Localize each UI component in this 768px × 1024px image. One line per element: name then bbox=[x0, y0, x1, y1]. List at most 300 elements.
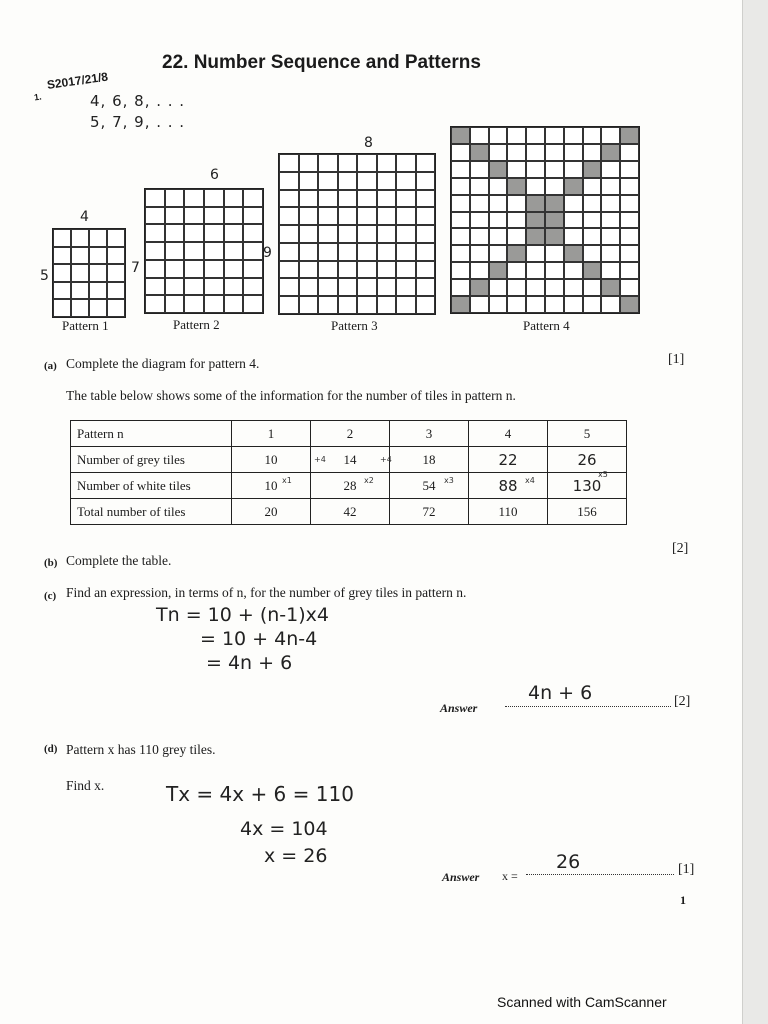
grid-tile bbox=[620, 178, 639, 195]
pattern-3-height-note: 9 bbox=[263, 245, 272, 261]
grid-tile bbox=[620, 144, 639, 161]
grid-tile bbox=[470, 195, 489, 212]
grid-tile bbox=[489, 262, 508, 279]
grid-tile bbox=[583, 262, 602, 279]
grid-tile bbox=[299, 207, 319, 225]
grid-tile bbox=[396, 207, 416, 225]
grid-tile bbox=[338, 154, 358, 172]
pattern-4-caption: Pattern 4 bbox=[523, 318, 570, 333]
grid-tile bbox=[545, 127, 564, 144]
grid-tile bbox=[545, 296, 564, 313]
grid-tile bbox=[526, 212, 545, 229]
grid-tile bbox=[224, 295, 244, 313]
pattern-3-width-note: 8 bbox=[364, 135, 373, 151]
grid-tile bbox=[318, 207, 338, 225]
table-cell: Total number of tiles bbox=[71, 499, 232, 525]
grid-tile bbox=[299, 190, 319, 208]
grid-tile bbox=[451, 279, 470, 296]
grid-tile bbox=[318, 225, 338, 243]
grid-tile bbox=[71, 229, 89, 247]
table-cell: 10 bbox=[232, 447, 311, 473]
grid-tile bbox=[243, 207, 263, 225]
grid-tile bbox=[470, 228, 489, 245]
grid-tile bbox=[507, 279, 526, 296]
grid-tile bbox=[377, 278, 397, 296]
part-c-answer-line bbox=[505, 706, 671, 707]
table-cell-handwritten: 88 bbox=[469, 473, 548, 499]
part-d-subtext: Find x. bbox=[66, 778, 105, 793]
grid-tile bbox=[507, 212, 526, 229]
grid-tile bbox=[489, 228, 508, 245]
grid-tile bbox=[396, 190, 416, 208]
part-c-answer-label: Answer bbox=[440, 701, 478, 715]
grid-tile bbox=[507, 144, 526, 161]
grid-tile bbox=[451, 228, 470, 245]
table-row bbox=[71, 499, 627, 525]
grid-tile bbox=[489, 178, 508, 195]
grid-tile bbox=[243, 260, 263, 278]
grid-tile bbox=[71, 282, 89, 300]
grid-tile bbox=[357, 172, 377, 190]
grid-tile bbox=[489, 212, 508, 229]
table-cell: 18 bbox=[390, 447, 469, 473]
table-intro: The table below shows some of the information for the number of tiles in pattern n. bbox=[66, 388, 516, 403]
grid-tile bbox=[601, 178, 620, 195]
grid-tile bbox=[377, 225, 397, 243]
grid-tile bbox=[564, 127, 583, 144]
grid-tile bbox=[318, 172, 338, 190]
grid-tile bbox=[601, 212, 620, 229]
table-header-cell: 5 bbox=[548, 421, 627, 447]
grid-tile bbox=[318, 278, 338, 296]
part-d-working-line: 4x = 104 bbox=[240, 818, 328, 840]
grid-tile bbox=[53, 229, 71, 247]
table-cell: 42 bbox=[311, 499, 390, 525]
page-number: 1 bbox=[680, 893, 686, 907]
grid-tile bbox=[620, 127, 639, 144]
grid-tile bbox=[279, 172, 299, 190]
grid-tile bbox=[338, 225, 358, 243]
grid-tile bbox=[204, 260, 224, 278]
pattern-2-width-note: 6 bbox=[210, 167, 219, 183]
part-d-label: (d) bbox=[44, 743, 58, 755]
grid-tile bbox=[583, 178, 602, 195]
grid-tile bbox=[526, 262, 545, 279]
grid-tile bbox=[318, 261, 338, 279]
pattern-2-height-note: 7 bbox=[131, 260, 140, 276]
grid-tile bbox=[279, 154, 299, 172]
table-cell: 54 bbox=[390, 473, 469, 499]
grid-tile bbox=[545, 212, 564, 229]
grid-tile bbox=[165, 207, 185, 225]
grid-tile bbox=[451, 296, 470, 313]
grid-tile bbox=[243, 242, 263, 260]
grid-tile bbox=[279, 243, 299, 261]
grid-tile bbox=[601, 245, 620, 262]
grid-tile bbox=[583, 161, 602, 178]
grid-tile bbox=[545, 144, 564, 161]
part-c-answer: 4n + 6 bbox=[528, 682, 593, 704]
grid-tile bbox=[564, 245, 583, 262]
grid-tile bbox=[318, 243, 338, 261]
grid-tile bbox=[564, 279, 583, 296]
grid-tile bbox=[377, 154, 397, 172]
table-cell: 14 bbox=[311, 447, 390, 473]
grid-tile bbox=[489, 144, 508, 161]
grid-tile bbox=[279, 225, 299, 243]
grid-tile bbox=[396, 225, 416, 243]
grid-tile bbox=[299, 172, 319, 190]
scanner-watermark: Scanned with CamScanner bbox=[497, 994, 667, 1010]
grid-tile bbox=[357, 296, 377, 314]
grid-tile bbox=[224, 278, 244, 296]
grid-tile bbox=[507, 195, 526, 212]
part-c-working-line: = 10 + 4n-4 bbox=[200, 628, 318, 650]
handwritten-sequence-2: 5, 7, 9, . . . bbox=[90, 113, 186, 131]
grid-tile bbox=[145, 242, 165, 260]
grid-tile bbox=[224, 189, 244, 207]
pattern-1-grid bbox=[52, 228, 126, 318]
pattern-1-caption: Pattern 1 bbox=[62, 318, 109, 333]
part-b-text: Complete the table. bbox=[66, 553, 172, 568]
grid-tile bbox=[299, 225, 319, 243]
grid-tile bbox=[601, 228, 620, 245]
page-title: 22. Number Sequence and Patterns bbox=[162, 52, 481, 73]
grid-tile bbox=[396, 243, 416, 261]
grid-tile bbox=[564, 212, 583, 229]
grid-tile bbox=[545, 161, 564, 178]
grid-tile bbox=[145, 260, 165, 278]
grid-tile bbox=[489, 195, 508, 212]
grid-tile bbox=[204, 189, 224, 207]
grid-tile bbox=[184, 224, 204, 242]
grid-tile bbox=[526, 178, 545, 195]
grid-tile bbox=[489, 161, 508, 178]
grid-tile bbox=[416, 261, 436, 279]
part-a-label: (a) bbox=[44, 360, 57, 372]
grey-diff-annotation: +4 bbox=[314, 455, 326, 464]
tiles-table bbox=[70, 420, 627, 525]
grid-tile bbox=[620, 296, 639, 313]
part-d-text: Pattern x has 110 grey tiles. bbox=[66, 742, 216, 757]
table-cell: 10 bbox=[232, 473, 311, 499]
grid-tile bbox=[53, 247, 71, 265]
grid-tile bbox=[470, 212, 489, 229]
table-cell-handwritten: 22 bbox=[469, 447, 548, 473]
grid-tile bbox=[204, 224, 224, 242]
grid-tile bbox=[416, 225, 436, 243]
grid-tile bbox=[184, 260, 204, 278]
grid-tile bbox=[620, 228, 639, 245]
part-d-working-line: Tx = 4x + 6 = 110 bbox=[166, 782, 354, 806]
table-cell: Number of grey tiles bbox=[71, 447, 232, 473]
grid-tile bbox=[377, 296, 397, 314]
grid-tile bbox=[204, 242, 224, 260]
grid-tile bbox=[165, 224, 185, 242]
question-number: 1. bbox=[33, 91, 43, 103]
part-b-label: (b) bbox=[44, 557, 58, 569]
table-cell-handwritten: 26 bbox=[548, 447, 627, 473]
table-header-cell: Pattern n bbox=[71, 421, 232, 447]
grid-tile bbox=[279, 207, 299, 225]
grid-tile bbox=[165, 295, 185, 313]
grid-tile bbox=[416, 172, 436, 190]
grid-tile bbox=[620, 279, 639, 296]
grid-tile bbox=[107, 299, 125, 317]
table-row bbox=[71, 447, 627, 473]
grid-tile bbox=[526, 127, 545, 144]
grid-tile bbox=[318, 190, 338, 208]
grid-tile bbox=[338, 296, 358, 314]
grid-tile bbox=[564, 144, 583, 161]
part-c-label: (c) bbox=[44, 590, 57, 602]
grid-tile bbox=[416, 207, 436, 225]
grid-tile bbox=[564, 296, 583, 313]
table-cell: 72 bbox=[390, 499, 469, 525]
grid-tile bbox=[507, 296, 526, 313]
grid-tile bbox=[583, 228, 602, 245]
part-c-marks: [2] bbox=[674, 694, 691, 709]
grid-tile bbox=[184, 242, 204, 260]
grid-tile bbox=[470, 127, 489, 144]
grid-tile bbox=[451, 161, 470, 178]
grid-tile bbox=[416, 296, 436, 314]
grid-tile bbox=[507, 245, 526, 262]
table-cell: Number of white tiles bbox=[71, 473, 232, 499]
grid-tile bbox=[145, 189, 165, 207]
pattern-2-grid bbox=[144, 188, 264, 314]
grid-tile bbox=[507, 228, 526, 245]
grid-tile bbox=[299, 243, 319, 261]
grid-tile bbox=[470, 296, 489, 313]
grid-tile bbox=[470, 178, 489, 195]
grid-tile bbox=[470, 161, 489, 178]
grid-tile bbox=[451, 127, 470, 144]
grid-tile bbox=[243, 295, 263, 313]
grid-tile bbox=[357, 225, 377, 243]
grid-tile bbox=[601, 127, 620, 144]
grid-tile bbox=[526, 296, 545, 313]
grid-tile bbox=[583, 245, 602, 262]
grid-tile bbox=[243, 224, 263, 242]
grid-tile bbox=[279, 261, 299, 279]
grid-tile bbox=[451, 212, 470, 229]
grid-tile bbox=[601, 279, 620, 296]
grid-tile bbox=[204, 278, 224, 296]
grid-tile bbox=[71, 299, 89, 317]
grid-tile bbox=[583, 195, 602, 212]
handwritten-sequence-1: 4, 6, 8, . . . bbox=[90, 92, 186, 110]
grid-tile bbox=[279, 190, 299, 208]
grid-tile bbox=[545, 245, 564, 262]
part-c-working-line: = 4n + 6 bbox=[206, 652, 293, 674]
grid-tile bbox=[184, 278, 204, 296]
grid-tile bbox=[545, 228, 564, 245]
table-header-cell: 2 bbox=[311, 421, 390, 447]
part-d-answer-variable: x = bbox=[502, 869, 518, 883]
grid-tile bbox=[396, 261, 416, 279]
grid-tile bbox=[526, 144, 545, 161]
part-d-answer-line bbox=[526, 874, 674, 875]
grid-tile bbox=[564, 228, 583, 245]
grid-tile bbox=[145, 224, 165, 242]
grid-tile bbox=[507, 127, 526, 144]
grid-tile bbox=[165, 278, 185, 296]
grid-tile bbox=[377, 261, 397, 279]
grid-tile bbox=[204, 207, 224, 225]
pattern-1-height-note: 5 bbox=[40, 268, 49, 284]
grid-tile bbox=[165, 260, 185, 278]
grid-tile bbox=[224, 207, 244, 225]
part-d-answer-label: Answer bbox=[442, 870, 480, 884]
grid-tile bbox=[338, 207, 358, 225]
grid-tile bbox=[396, 172, 416, 190]
grid-tile bbox=[279, 296, 299, 314]
grid-tile bbox=[470, 262, 489, 279]
grid-tile bbox=[545, 279, 564, 296]
grid-tile bbox=[89, 264, 107, 282]
grid-tile bbox=[338, 261, 358, 279]
grid-tile bbox=[489, 279, 508, 296]
grid-tile bbox=[489, 127, 508, 144]
grid-tile bbox=[338, 243, 358, 261]
grid-tile bbox=[451, 144, 470, 161]
grid-tile bbox=[545, 178, 564, 195]
grid-tile bbox=[620, 212, 639, 229]
grid-tile bbox=[357, 261, 377, 279]
grid-tile bbox=[224, 224, 244, 242]
white-multiplier-annotation: x3 bbox=[444, 476, 454, 485]
grid-tile bbox=[470, 245, 489, 262]
part-d-working-line: x = 26 bbox=[264, 845, 328, 867]
grid-tile bbox=[145, 207, 165, 225]
grid-tile bbox=[165, 242, 185, 260]
grid-tile bbox=[451, 262, 470, 279]
grid-tile bbox=[357, 207, 377, 225]
table-row bbox=[71, 473, 627, 499]
grid-tile bbox=[357, 154, 377, 172]
grid-tile bbox=[416, 190, 436, 208]
table-row bbox=[71, 421, 627, 447]
grid-tile bbox=[526, 161, 545, 178]
grid-tile bbox=[299, 278, 319, 296]
grid-tile bbox=[377, 207, 397, 225]
grid-tile bbox=[145, 278, 165, 296]
grid-tile bbox=[165, 189, 185, 207]
pattern-1-width-note: 4 bbox=[80, 209, 89, 225]
grid-tile bbox=[107, 264, 125, 282]
grid-tile bbox=[377, 190, 397, 208]
grid-tile bbox=[145, 295, 165, 313]
grid-tile bbox=[299, 261, 319, 279]
white-multiplier-annotation: x2 bbox=[364, 476, 374, 485]
grid-tile bbox=[53, 299, 71, 317]
grid-tile bbox=[71, 264, 89, 282]
grid-tile bbox=[470, 144, 489, 161]
grid-tile bbox=[107, 229, 125, 247]
grid-tile bbox=[526, 228, 545, 245]
pattern-4-grid bbox=[450, 126, 640, 314]
part-c-working-line: Tn = 10 + (n-1)x4 bbox=[156, 604, 329, 626]
grid-tile bbox=[377, 243, 397, 261]
white-multiplier-annotation: x1 bbox=[282, 476, 292, 485]
table-header-cell: 1 bbox=[232, 421, 311, 447]
part-b-marks: [2] bbox=[672, 541, 689, 556]
grid-tile bbox=[243, 278, 263, 296]
grey-diff-annotation: +4 bbox=[380, 455, 392, 464]
grid-tile bbox=[396, 154, 416, 172]
table-cell-handwritten: 130 bbox=[548, 473, 627, 499]
part-d-marks: [1] bbox=[678, 862, 695, 877]
grid-tile bbox=[184, 207, 204, 225]
pattern-2-caption: Pattern 2 bbox=[173, 317, 220, 332]
white-multiplier-annotation: x5 bbox=[598, 470, 608, 479]
grid-tile bbox=[583, 279, 602, 296]
grid-tile bbox=[451, 195, 470, 212]
grid-tile bbox=[338, 190, 358, 208]
grid-tile bbox=[451, 245, 470, 262]
grid-tile bbox=[299, 296, 319, 314]
table-cell: 110 bbox=[469, 499, 548, 525]
grid-tile bbox=[318, 154, 338, 172]
grid-tile bbox=[564, 262, 583, 279]
grid-tile bbox=[545, 262, 564, 279]
grid-tile bbox=[71, 247, 89, 265]
grid-tile bbox=[279, 278, 299, 296]
grid-tile bbox=[89, 299, 107, 317]
grid-tile bbox=[318, 296, 338, 314]
grid-tile bbox=[299, 154, 319, 172]
grid-tile bbox=[184, 295, 204, 313]
pattern-3-grid bbox=[278, 153, 436, 315]
table-header-cell: 4 bbox=[469, 421, 548, 447]
grid-tile bbox=[89, 247, 107, 265]
grid-tile bbox=[357, 278, 377, 296]
grid-tile bbox=[545, 195, 564, 212]
grid-tile bbox=[224, 242, 244, 260]
part-d-answer: 26 bbox=[556, 851, 581, 873]
grid-tile bbox=[451, 178, 470, 195]
grid-tile bbox=[526, 195, 545, 212]
grid-tile bbox=[507, 262, 526, 279]
table-cell: 28 bbox=[311, 473, 390, 499]
grid-tile bbox=[377, 172, 397, 190]
grid-tile bbox=[620, 245, 639, 262]
grid-tile bbox=[416, 278, 436, 296]
grid-tile bbox=[601, 161, 620, 178]
grid-tile bbox=[224, 260, 244, 278]
grid-tile bbox=[416, 154, 436, 172]
pattern-3-caption: Pattern 3 bbox=[331, 318, 378, 333]
question-reference: S2017/21/8 bbox=[46, 69, 109, 92]
grid-tile bbox=[107, 247, 125, 265]
grid-tile bbox=[620, 195, 639, 212]
grid-tile bbox=[338, 172, 358, 190]
white-multiplier-annotation: x4 bbox=[525, 476, 535, 485]
grid-tile bbox=[357, 243, 377, 261]
grid-tile bbox=[507, 161, 526, 178]
grid-tile bbox=[489, 296, 508, 313]
grid-tile bbox=[620, 262, 639, 279]
grid-tile bbox=[564, 195, 583, 212]
grid-tile bbox=[601, 144, 620, 161]
grid-tile bbox=[601, 195, 620, 212]
grid-tile bbox=[243, 189, 263, 207]
grid-tile bbox=[526, 245, 545, 262]
table-cell: 156 bbox=[548, 499, 627, 525]
grid-tile bbox=[89, 229, 107, 247]
grid-tile bbox=[396, 278, 416, 296]
